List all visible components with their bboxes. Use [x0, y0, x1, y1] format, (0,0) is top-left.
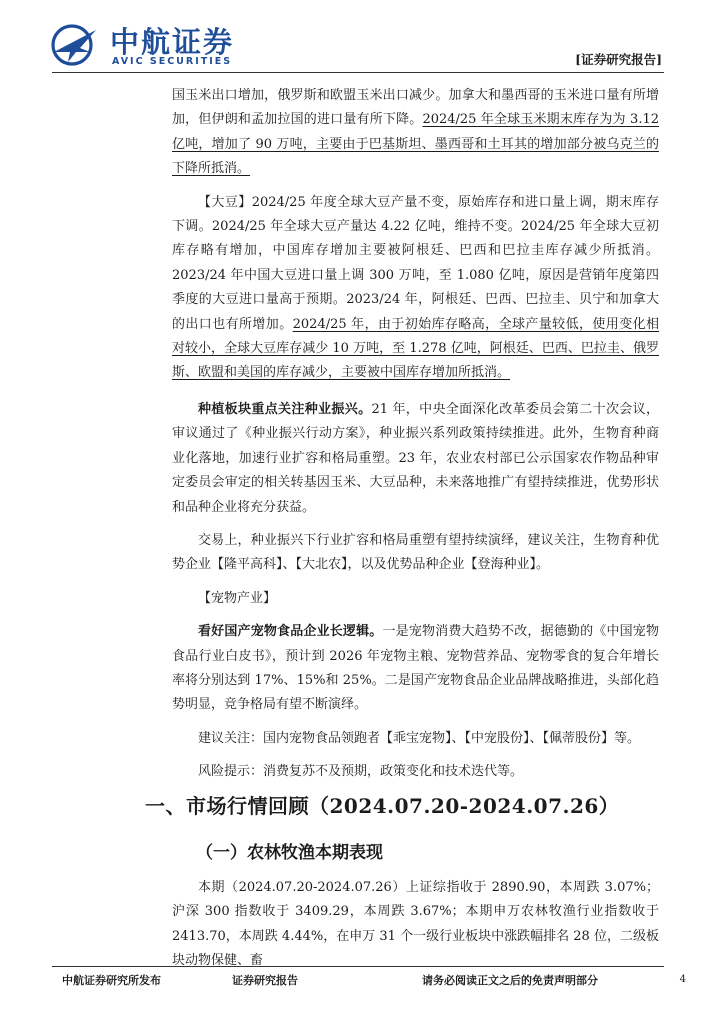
pet-advice-paragraph: 建议关注：国内宠物食品领跑者【乖宝宠物】、【中宠股份】、【佩蒂股份】等。 [198, 730, 641, 746]
seed-industry-lead: 种植板块重点关注种业振兴。 [198, 401, 372, 417]
footer-report-type: 证券研究报告 [232, 974, 298, 987]
corn-paragraph [172, 84, 659, 182]
seed-industry-paragraph [172, 398, 659, 520]
corn-text: 国玉米出口增加，俄罗斯和欧盟玉米出口减少。加拿大和墨西哥的玉米进口量有所增加，但伊朗和孟加拉国的进口量有所下降。 [172, 88, 659, 128]
footer-divider [52, 966, 664, 967]
pet-industry-heading: 【宠物产业】 [198, 590, 277, 606]
section-heading-market-review: 一、市场行情回顾（2024.07.20-2024.07.26） [145, 794, 620, 818]
page-header [0, 0, 724, 78]
avic-logo-icon [50, 22, 100, 66]
market-review-paragraph: 本期（2024.07.20-2024.07.26）上证综指收于 2890.90，本周跌 3.07%；沪深 300 指数收于 3409.29，本周跌 3.67%；本期申万农林牧渔行业指数收于 2413.70，本周跌 4.44%，在申万 31 个一级行业板块中涨跌幅排名 28 位，二级板块动物保健、畜 [172, 880, 659, 969]
corn-underlined-text: 2024/25 年全球玉米期末库存为为 3.12 亿吨，增加了 90 万吨，主要由于巴基斯坦、墨西哥和土耳其的增加部分被乌克兰的下降所抵消。 [172, 112, 659, 177]
market-review-body [172, 876, 659, 974]
seed-industry-text: 21 年，中央全面深化改革委员会第二十次会议，审议通过了《种业振兴行动方案》，种业振兴系列政策持续推进。此外，生物育种商业化落地，加速行业扩容和格局重塑。23 年，农业农村部已公示国家农作物品种审定委员会审定的相关转基因玉米、大豆品种，未来落地推广有望持续推进，优势形状和品种企业将充分获益。 [172, 401, 659, 515]
soybean-underlined-text: 2024/25 年，由于初始库存略高，全球产量较低，使用变化相对较小，全球大豆库存减少 10 万吨，至 1.278 亿吨，阿根廷、巴西、巴拉圭、俄罗斯、欧盟和美国的库存减少，主要被中国库存增加所抵消。 [172, 316, 659, 381]
header-divider [52, 72, 664, 73]
pet-food-lead: 看好国产宠物食品企业长逻辑。 [198, 624, 383, 640]
brand-name-en: AVIC SECURITIES [112, 56, 233, 67]
soybean-text: 【大豆】2024/25 年度全球大豆产量不变，原始库存和进口量上调，期末库存下调。2024/25 年全球大豆产量达 4.22 亿吨，维持不变。2024/25 年全球大豆初库存略有增加，中国库存增加主要被阿根廷、巴西和巴拉圭库存减少所抵消。2023/24 年中国大豆进口量上调 300 万吨，至 1.080 亿吨，原因是营销年度第四季度的大豆进口量高于预期。2023/24 年，阿根廷、巴西、巴拉圭、贝宁和加拿大的出口也有所增加。 [172, 194, 659, 332]
soybean-paragraph [172, 191, 659, 386]
footer-publisher: 中航证券研究所发布 [62, 974, 161, 987]
report-type-label: [证券研究报告] [575, 52, 662, 67]
svg-text:AVIC: AVIC [62, 46, 81, 54]
risk-warning-paragraph: 风险提示：消费复苏不及预期，政策变化和技术迭代等。 [198, 764, 524, 780]
pet-food-text: 一是宠物消费大趋势不改，据德勤的《中国宠物食品行业白皮书》，预计到 2026 年宠物主粮、宠物营养品、宠物零食的复合年增长率将分别达到 17%、15%和 25%。二是国产宠物食品企业品牌战略推进，头部化趋势明显，竞争格局有望不断演绎。 [172, 624, 659, 713]
page-number: 4 [679, 974, 686, 985]
subsection-heading-performance: （一）农林牧渔本期表现 [196, 843, 383, 863]
brand-name-cn: 中航证券 [110, 25, 235, 59]
pet-food-paragraph [172, 620, 659, 718]
main-content [172, 84, 659, 785]
trading-paragraph: 交易上，种业振兴下行业扩容和格局重塑有望持续演绎，建议关注，生物育种优势企业【隆平高科】、【大北农】，以及优势品种企业【登海种业】。 [172, 532, 659, 573]
footer-disclaimer: 请务必阅读正文之后的免责声明部分 [422, 974, 598, 987]
